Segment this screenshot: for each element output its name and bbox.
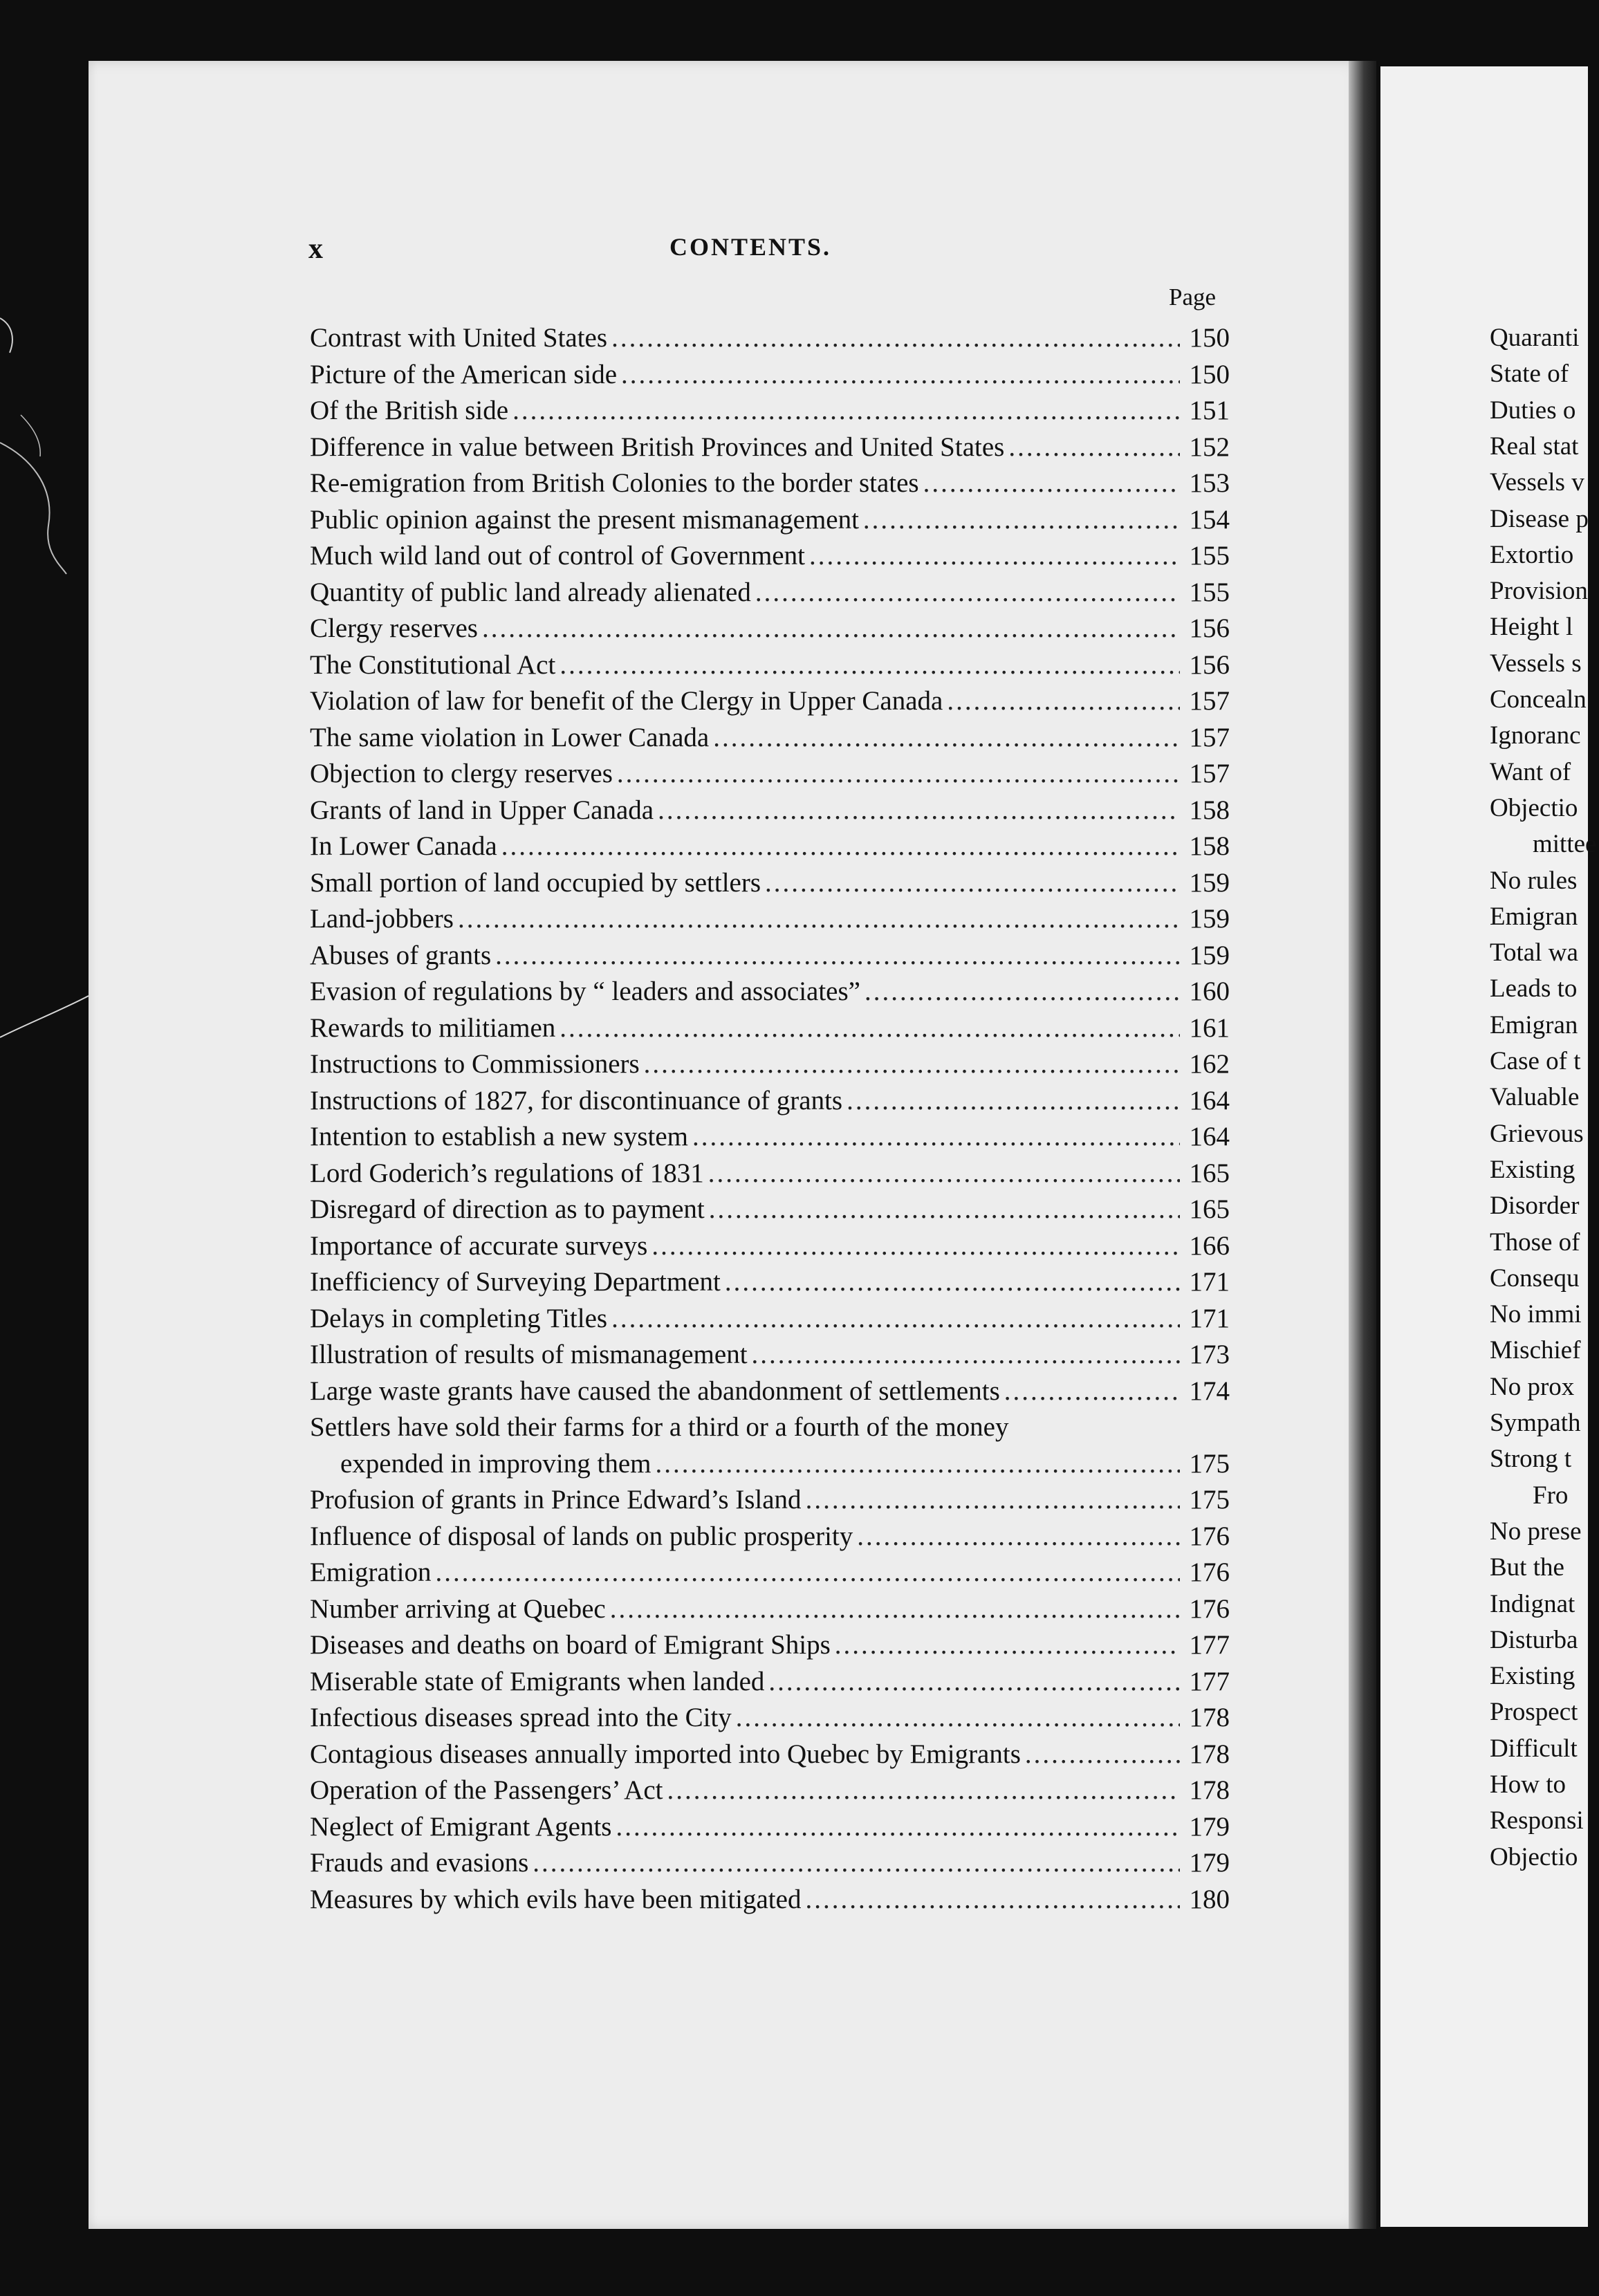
entry-title: Clergy reserves [310,613,478,643]
dot-leader [616,1811,1180,1842]
entry-title: Contagious diseases annually imported into Quebec by Emigrants [310,1739,1021,1769]
contents-entry [310,758,1230,795]
facing-page-line: Those of [1490,1228,1580,1257]
entry-title: Evasion of regulations by “ leaders and associates” [310,976,860,1006]
dot-leader [752,1339,1180,1370]
dot-leader [512,395,1180,426]
facing-page-line: Real stat [1490,432,1579,461]
dot-leader [621,359,1180,390]
entry-title: Illustration of results of mismanagement [310,1340,748,1369]
dot-leader [1008,432,1180,463]
entry-page-number: 178 [1189,1739,1230,1769]
entry-title: Contrast with United States [310,323,608,353]
contents-entry [310,395,1230,432]
entry-title: Disregard of direction as to payment [310,1194,705,1224]
entry-page-number: 179 [1189,1848,1230,1878]
contents-entry [310,577,1230,613]
entry-title: Diseases and deaths on board of Emigrant Ships [310,1630,831,1660]
entry-title: Public opinion against the present mismanagement [310,504,859,535]
facing-page-line: Consequ [1490,1263,1580,1293]
entry-page-number: 157 [1189,686,1230,716]
contents-entry [310,1702,1230,1739]
entry-title: Importance of accurate surveys [310,1230,648,1261]
dot-leader [667,1775,1180,1806]
contents-entry [310,722,1230,759]
contents-entry [310,1593,1230,1630]
entry-title: Profusion of grants in Prince Edward’s Island [310,1485,802,1515]
entry-title: Operation of the Passengers’ Act [310,1775,663,1805]
contents-entry [310,1484,1230,1521]
entry-page-number: 162 [1189,1049,1230,1079]
facing-page-line: Ignoranc [1490,721,1581,750]
dot-leader [809,540,1180,571]
dot-leader [768,1666,1180,1697]
entry-title: Of the British side [310,396,509,425]
entry-title: Instructions to Commissioners [310,1049,640,1079]
dot-leader [533,1847,1180,1878]
stray-fibre-decoration [0,0,97,1107]
dot-leader [482,613,1180,644]
dot-leader [713,722,1180,753]
contents-entry [310,432,1230,468]
contents-entry [310,1775,1230,1811]
entry-page-number: 173 [1189,1340,1230,1369]
entry-title: Violation of law for benefit of the Clergy in Upper Canada [310,686,943,716]
facing-page-line: Responsi [1490,1806,1584,1835]
dot-leader [560,1012,1180,1044]
facing-page-line: Valuable [1490,1083,1580,1112]
entry-title: The Constitutional Act [310,649,556,680]
contents-entry [310,685,1230,722]
contents-entry [310,903,1230,940]
entry-page-number: 171 [1189,1267,1230,1297]
dot-leader [651,1230,1180,1261]
contents-entry [310,1376,1230,1412]
entry-title: Number arriving at Quebec [310,1593,606,1624]
contents-entry [310,1847,1230,1884]
entry-title: Infectious diseases spread into the City [310,1703,732,1732]
entry-title: Miserable state of Emigrants when landed [310,1666,765,1696]
dot-leader [708,1158,1180,1189]
dot-leader [765,867,1180,898]
contents-entry [310,1739,1230,1775]
contents-entry [310,1411,1230,1448]
facing-page-line: Vessels v [1490,468,1584,497]
entry-page-number: 152 [1189,432,1230,462]
entry-page-number: 150 [1189,323,1230,353]
entry-title: Frauds and evasions [310,1848,529,1878]
contents-entry [310,1230,1230,1267]
entry-page-number: 175 [1189,1485,1230,1515]
facing-page-line: Duties o [1490,396,1576,425]
facing-page-line: No immi [1490,1300,1582,1329]
dot-leader [435,1557,1180,1588]
entry-title: Measures by which evils have been mitigated [310,1884,802,1914]
entry-page-number: 176 [1189,1593,1230,1624]
facing-page-line: Disorder [1490,1192,1580,1221]
entry-page-number: 154 [1189,504,1230,535]
contents-entry [310,540,1230,577]
entry-title: Delays in completing Titles [310,1303,608,1333]
contents-entry [310,1048,1230,1085]
facing-page-line: No prese [1490,1517,1582,1546]
dot-leader [755,577,1180,608]
entry-page-number: 159 [1189,940,1230,970]
contents-entry [310,359,1230,396]
facing-page-line: Mischief [1490,1336,1581,1365]
entry-title: Abuses of grants [310,940,492,970]
dot-leader [1025,1739,1180,1770]
entry-title: Small portion of land occupied by settlers [310,867,761,898]
entry-page-number: 171 [1189,1303,1230,1333]
dot-leader [709,1194,1180,1225]
contents-list [310,322,1230,1920]
entry-title: Emigration [310,1557,432,1587]
entry-title: Instructions of 1827, for discontinuance of grants [310,1085,843,1115]
dot-leader [692,1121,1180,1152]
entry-page-number: 174 [1189,1376,1230,1406]
entry-page-number: 157 [1189,722,1230,752]
contents-entry [310,1811,1230,1848]
dot-leader [1004,1376,1180,1407]
entry-title: Picture of the American side [310,359,618,389]
facing-page-line: Vessels s [1490,649,1582,678]
dot-leader [656,1448,1181,1479]
entry-title: Grants of land in Upper Canada [310,795,654,825]
contents-entry [310,613,1230,649]
entry-title: Re-emigration from British Colonies to the border states [310,468,919,498]
dot-leader [495,940,1180,971]
facing-page-line: mittee [1533,830,1597,859]
entry-page-number: 166 [1189,1230,1230,1261]
entry-title: expended in improving them [340,1448,651,1479]
entry-title: Quantity of public land already alienated [310,577,751,607]
dot-leader [857,1521,1180,1552]
entry-page-number: 178 [1189,1703,1230,1732]
contents-entry [310,1121,1230,1158]
facing-page-line: No prox [1490,1372,1575,1401]
contents-entry [310,467,1230,504]
dot-leader [947,685,1180,716]
entry-page-number: 157 [1189,759,1230,788]
contents-entry [310,1085,1230,1122]
entry-page-number: 153 [1189,468,1230,498]
contents-entry [310,976,1230,1012]
dot-leader [458,903,1180,934]
facing-page-line: Strong t [1490,1445,1572,1474]
facing-page-line: Concealn [1490,685,1587,714]
entry-title: Settlers have sold their farms for a third or a fourth of the money [310,1412,1009,1442]
entry-page-number: 159 [1189,867,1230,898]
dot-leader [611,322,1180,353]
contents-entry [310,504,1230,541]
facing-page-line: Indignat [1490,1589,1575,1618]
entry-title: Objection to clergy reserves [310,759,613,788]
contents-entry [310,940,1230,976]
contents-entry [310,1557,1230,1593]
facing-page-line: Want of [1490,757,1571,786]
facing-page-line: Case of t [1490,1047,1581,1075]
entry-page-number: 161 [1189,1012,1230,1043]
entry-title: The same violation in Lower Canada [310,722,710,752]
facing-page-line: Emigran [1490,902,1578,931]
entry-title: Lord Goderich’s regulations of 1831 [310,1158,704,1188]
dot-leader [923,467,1180,499]
entry-page-number: 158 [1189,795,1230,825]
contents-entry [310,831,1230,867]
contents-entry [310,1629,1230,1666]
entry-title: In Lower Canada [310,831,497,861]
entry-title: Difference in value between British Provinces and United States [310,432,1005,462]
facing-page-line: Fro [1533,1481,1569,1510]
dot-leader [805,1884,1180,1915]
entry-page-number: 156 [1189,613,1230,643]
entry-page-number: 155 [1189,541,1230,571]
dot-leader [617,758,1180,789]
entry-page-number: 164 [1189,1122,1230,1151]
facing-page-line: Difficult [1490,1734,1578,1763]
dot-leader [865,976,1180,1007]
contents-entry [310,1666,1230,1703]
entry-title: Much wild land out of control of Government [310,541,805,571]
contents-entry [310,1194,1230,1230]
dot-leader [501,831,1180,862]
entry-page-number: 177 [1189,1666,1230,1696]
dot-leader [644,1048,1180,1080]
dot-leader [863,504,1180,535]
facing-page-line: Sympath [1490,1409,1581,1437]
book-gutter [1349,61,1376,2229]
entry-title: Intention to establish a new system [310,1122,688,1151]
entry-title: Rewards to militiamen [310,1012,556,1043]
dot-leader [847,1085,1180,1116]
entry-page-number: 176 [1189,1521,1230,1551]
entry-page-number: 159 [1189,904,1230,934]
facing-page-line: Objectio [1490,1842,1578,1871]
facing-page-line: How to [1490,1770,1566,1799]
contents-entry [310,795,1230,831]
dot-leader [611,1303,1180,1334]
dot-leader [736,1702,1180,1733]
dot-leader [658,795,1180,826]
facing-page-line: Grievous [1490,1119,1584,1148]
entry-page-number: 164 [1189,1085,1230,1115]
page-title: CONTENTS. [669,233,832,261]
facing-page-line: Leads to [1490,974,1578,1003]
facing-page-line: Extortio [1490,540,1574,569]
entry-page-number: 179 [1189,1811,1230,1842]
entry-page-number: 156 [1189,649,1230,680]
dot-leader [560,649,1180,681]
facing-page-line: Prospect [1490,1698,1578,1727]
contents-entry [310,1266,1230,1303]
entry-page-number: 150 [1189,359,1230,389]
facing-page-line: But the [1490,1553,1564,1582]
contents-entry [310,1521,1230,1557]
facing-page-line: Total wa [1490,938,1578,968]
dot-leader [806,1484,1180,1515]
contents-entry [310,1448,1230,1485]
entry-page-number: 151 [1189,396,1230,425]
entry-page-number: 165 [1189,1194,1230,1224]
contents-entry [310,649,1230,686]
dot-leader [610,1593,1180,1624]
entry-page-number: 160 [1189,976,1230,1006]
facing-page-line: Height l [1490,613,1573,642]
entry-page-number: 158 [1189,831,1230,861]
facing-page-line: Provision [1490,577,1588,606]
facing-page-line: State of [1490,360,1569,389]
entry-page-number: 175 [1189,1448,1230,1479]
dot-leader [835,1629,1180,1660]
contents-entry [310,1339,1230,1376]
entry-page-number: 177 [1189,1630,1230,1660]
dot-leader [725,1266,1180,1297]
entry-title: Large waste grants have caused the abandonment of settlements [310,1376,1000,1406]
entry-title: Influence of disposal of lands on public prosperity [310,1521,853,1551]
facing-page-line: Disturba [1490,1625,1578,1654]
page-column-label: Page [1169,284,1217,311]
facing-page-line: Existing [1490,1155,1575,1184]
facing-page-line: Disease p [1490,504,1589,533]
entry-title: Neglect of Emigrant Agents [310,1811,612,1842]
facing-page-line: Quaranti [1490,324,1580,352]
contents-entry [310,1012,1230,1049]
facing-page-line: Objectio [1490,793,1578,822]
entry-title: Inefficiency of Surveying Department [310,1267,721,1297]
facing-page-line: Emigran [1490,1010,1578,1039]
contents-entry [310,1158,1230,1194]
contents-entry [310,1303,1230,1340]
contents-entry [310,1884,1230,1920]
entry-title: Land-jobbers [310,904,454,934]
contents-entry [310,867,1230,904]
entry-page-number: 155 [1189,577,1230,607]
entry-page-number: 180 [1189,1884,1230,1914]
facing-page-line: Existing [1490,1662,1575,1691]
page-number: x [308,233,324,265]
entry-page-number: 165 [1189,1158,1230,1188]
entry-page-number: 176 [1189,1557,1230,1587]
facing-page [1380,66,1597,2227]
contents-entry [310,322,1230,359]
facing-page-line: No rules [1490,866,1578,895]
entry-page-number: 178 [1189,1775,1230,1805]
